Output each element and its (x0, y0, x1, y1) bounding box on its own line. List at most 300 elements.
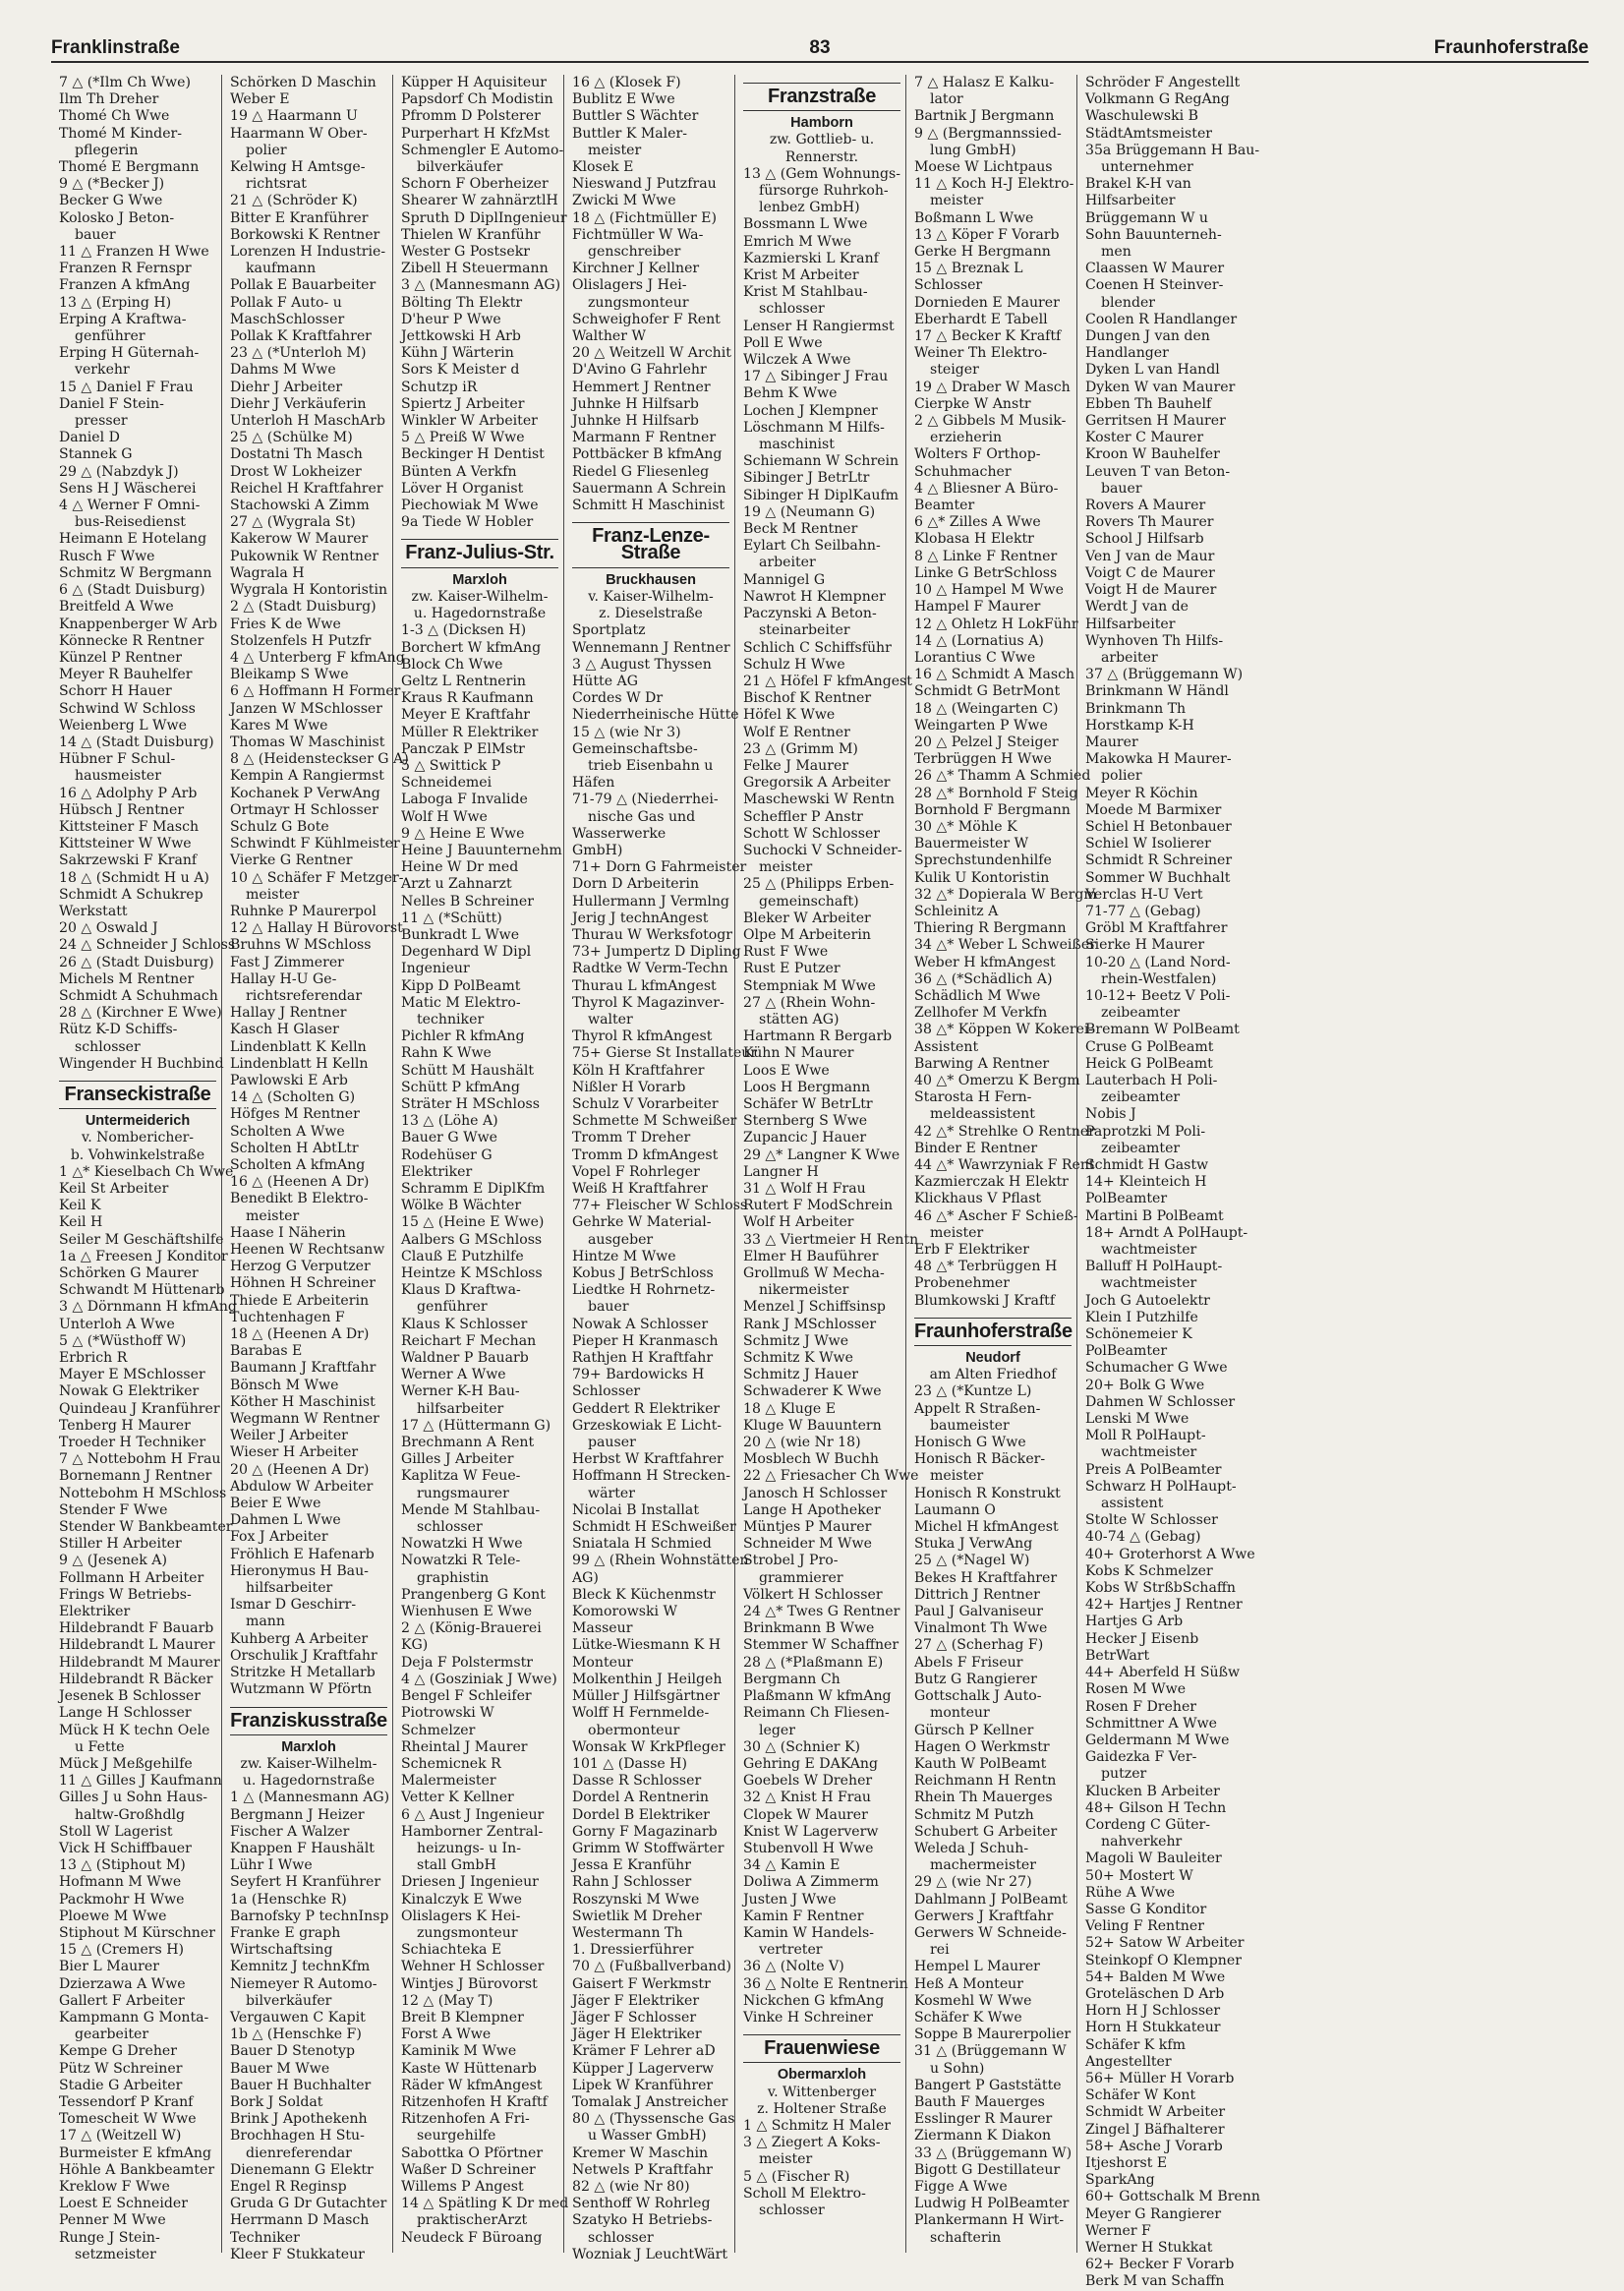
directory-entry: School J Hilfsarb (1085, 531, 1204, 548)
directory-entry: Schmidt A Schuhmach (59, 987, 218, 1004)
directory-entry: Pawlowski E Arb (230, 1072, 348, 1088)
directory-entry: monteur (930, 1705, 990, 1722)
directory-entry: Bekes H Kraftfahrer (914, 1569, 1058, 1586)
directory-column (51, 75, 237, 2262)
directory-entry: Gerritsen H Maurer (1085, 413, 1226, 430)
directory-entry: Schmidt G BetrMont (914, 683, 1061, 700)
directory-entry: Kreklow F Wwe (59, 2178, 170, 2195)
directory-entry: Juhnke H Hilfsarb (572, 413, 699, 430)
directory-entry: Pichler R kfmAng (401, 1028, 525, 1045)
directory-entry: 52+ Satow W Arbeiter (1085, 1935, 1245, 1952)
directory-entry: Weber E (230, 91, 290, 108)
directory-entry: 17 △ (Weitzell W) (59, 2128, 182, 2144)
district-name: Neudorf (965, 1350, 1020, 1367)
directory-entry: Schmidt W Arbeiter (1085, 2104, 1226, 2121)
directory-entry: 9 △ Heine E Wwe (401, 825, 525, 842)
directory-entry: Kempin A Rangiermst (230, 768, 384, 785)
directory-entry: Sniatala H Schmied (572, 1536, 712, 1553)
directory-entry: Malermeister (401, 1773, 496, 1790)
directory-entry: Brinkmann B Wwe (743, 1620, 875, 1637)
directory-entry: Scholten A Wwe (230, 1123, 345, 1140)
directory-entry: Küpper H Aquisiteur (401, 75, 548, 90)
directory-entry: Loest E Schneider (59, 2196, 188, 2212)
directory-entry: Paczynski A Beton- (743, 606, 877, 622)
directory-entry: Sens H J Wäscherei (59, 480, 197, 497)
directory-entry: 25 △ (Schülke M) (230, 430, 353, 446)
directory-entry: Zwicki M Wwe (572, 193, 676, 209)
directory-entry: baumeister (930, 1417, 1010, 1434)
directory-entry: Nißler H Vorarb (572, 1079, 686, 1095)
directory-entry: meister (930, 1224, 984, 1241)
directory-entry: Block Ch Wwe (401, 656, 503, 673)
directory-entry: Barwing A Rentner (914, 1055, 1050, 1072)
directory-entry: seurgehilfe (417, 2128, 496, 2144)
directory-entry: Hilfsarbeiter (1085, 616, 1176, 632)
directory-entry: Abdulow W Arbeiter (230, 1478, 374, 1495)
directory-entry: PolBeamter (1085, 1343, 1168, 1360)
directory-column (735, 75, 919, 2253)
directory-entry: Bauth F Mauerges (914, 2093, 1045, 2110)
directory-entry: Horstkamp K-H (1085, 717, 1194, 734)
directory-entry: Rodehüser G (401, 1146, 493, 1163)
directory-entry: Wennemann J Rentner (572, 639, 730, 656)
directory-entry: Thurau L kfmAngest (572, 977, 717, 994)
directory-entry: Jäger F Elektriker (572, 1992, 700, 2009)
directory-entry: Wygrala H Kontoristin (230, 582, 388, 599)
directory-entry: 33 △ (Brüggemann W) (914, 2144, 1073, 2161)
directory-entry: Thiering R Bergmann (914, 920, 1067, 937)
directory-entry: Brinkmann Th (1085, 700, 1187, 717)
directory-entry: u Sohn) (930, 2060, 985, 2077)
directory-entry: Kamin W Handels- (743, 1924, 874, 1941)
directory-entry: Thiede E Arbeiterin (230, 1292, 370, 1309)
directory-entry: Rathjen H Kraftfahr (572, 1350, 714, 1367)
directory-entry: Dahmen L Wwe (230, 1512, 341, 1529)
directory-entry: Wienhusen E Wwe (401, 1604, 533, 1620)
directory-entry: Hilfsarbeiter (1085, 193, 1176, 209)
directory-entry: Bremann W PolBeamt (1085, 1022, 1240, 1038)
directory-entry: Waßer D Schreiner (401, 2161, 536, 2178)
directory-entry: Herbst W Kraftfahrer (572, 1451, 724, 1468)
directory-entry: schlosser (759, 2202, 825, 2218)
directory-entry: 3 △ Ziegert A Koks- (743, 2135, 881, 2151)
directory-entry: Gallert F Arbeiter (59, 1992, 185, 2009)
directory-entry: Weiler J Arbeiter (230, 1428, 348, 1444)
directory-entry: Seyfert H Kranführer (230, 1874, 381, 1891)
directory-entry: 32 △* Dopierala W Bergm (914, 886, 1097, 903)
directory-entry: Nowak A Schlosser (572, 1316, 709, 1332)
directory-entry: 50+ Mostert W (1085, 1867, 1193, 1884)
directory-entry: 5 △ (*Wüsthoff W) (59, 1332, 187, 1349)
directory-entry: genschreiber (588, 244, 681, 261)
directory-entry: Winkler W Arbeiter (401, 413, 538, 430)
directory-entry: Kamin F Rentner (743, 1908, 864, 1924)
directory-entry: Schütt P kfmAng (401, 1079, 520, 1095)
directory-entry: Tomescheit W Wwe (59, 2111, 197, 2128)
directory-entry: Klein I Putzhilfe (1085, 1309, 1198, 1325)
directory-entry: 18 △ (Fichtmüller E) (572, 209, 717, 226)
directory-entry: Stiller H Arbeiter (59, 1536, 182, 1553)
directory-entry: Bleck K Küchenmstr (572, 1586, 716, 1603)
directory-entry: Dorn D Arbeiterin (572, 876, 699, 893)
directory-entry: u Wasser GmbH) (588, 2128, 707, 2144)
directory-entry: 28 △ (*Plaßmann E) (743, 1654, 884, 1671)
directory-entry: Schuhmacher (914, 463, 1012, 480)
directory-entry: Sträter H MSchloss (401, 1095, 540, 1112)
directory-entry: Schleinitz A (914, 903, 999, 919)
street-heading: Franzstraße (743, 83, 900, 111)
directory-entry: hilfsarbeiter (246, 1580, 333, 1597)
directory-entry: Langner H (743, 1163, 819, 1180)
directory-entry: Werner H Stukkat (1085, 2240, 1213, 2256)
directory-entry: Coolen R Handlanger (1085, 311, 1238, 327)
directory-entry: Pukownik W Rentner (230, 548, 379, 564)
directory-entry: Könnecke R Rentner (59, 632, 204, 649)
directory-entry: Mende M Stahlbau- (401, 1501, 541, 1518)
directory-entry: Schmidt A Schukrep (59, 886, 203, 903)
directory-entry: Nowak G Elektriker (59, 1383, 200, 1400)
directory-entry: 29 △ (wie Nr 27) (914, 1874, 1032, 1891)
directory-entry: Masseur (572, 1620, 633, 1637)
directory-entry: Fast J Zimmerer (230, 954, 344, 970)
directory-entry: Herzog G Verputzer (230, 1259, 371, 1275)
directory-entry: Ruhnke P Maurerpol (230, 903, 377, 919)
directory-entry: Hübner F Schul- (59, 751, 176, 768)
directory-entry: Hildebrandt R Bäcker (59, 1671, 213, 1687)
directory-entry: Beamter (914, 498, 975, 514)
directory-entry: Elektriker (401, 1163, 473, 1180)
directory-entry: Pollak K Kraftfahrer (230, 328, 372, 345)
directory-entry: meister (588, 142, 642, 158)
directory-entry: 12 △ (May T) (401, 1992, 493, 2009)
directory-entry: wachtmeister (1101, 1444, 1197, 1461)
directory-entry: Ortmayr H Schlosser (230, 801, 378, 818)
directory-entry: Schweighofer F Rent (572, 311, 721, 327)
directory-entry: Elektriker (59, 1604, 131, 1620)
directory-entry: Kinalczyk E Wwe (401, 1891, 522, 1908)
directory-entry: Grollmuß W Mecha- (743, 1265, 885, 1282)
directory-entry: Riedel G Fliesenleg (572, 463, 710, 480)
directory-entry: Wieser H Arbeiter (230, 1444, 359, 1461)
directory-entry: Elmer H Bauführer (743, 1248, 879, 1264)
directory-entry: Heimann E Hotelang (59, 531, 207, 548)
directory-entry: Soppe B Maurerpolier (914, 2027, 1072, 2043)
directory-entry: 17 △ Sibinger J Frau (743, 369, 889, 385)
directory-entry: haltw-Großhdlg (75, 1806, 185, 1823)
directory-entry: 20 △ Pelzel J Steiger (914, 734, 1059, 750)
directory-entry: Linke G BetrSchloss (914, 564, 1058, 581)
directory-entry: Packmohr H Wwe (59, 1891, 185, 1908)
directory-entry: Kühn N Maurer (743, 1045, 854, 1062)
directory-entry: Dungen J van den (1085, 328, 1210, 345)
directory-entry: Schmitz J Wwe (743, 1332, 849, 1349)
directory-entry: Schmitz J Hauer (743, 1367, 859, 1383)
directory-entry: Frings W Betriebs- (59, 1586, 192, 1603)
directory-entry: Magoli W Bauleiter (1085, 1850, 1222, 1867)
directory-entry: 14+ Kleinteich H (1085, 1174, 1207, 1191)
directory-entry: Schäfer K Wwe (914, 2009, 1022, 2026)
directory-entry: Pütz W Schreiner (59, 2060, 183, 2077)
directory-entry: 2 △ Gibbels M Musik- (914, 413, 1067, 430)
directory-entry: 33 △ Viertmeier H Rentn (743, 1231, 919, 1248)
page-number: 83 (809, 37, 831, 58)
directory-entry: Hütte AG (572, 673, 638, 689)
directory-entry: Moese W Lichtpaus (914, 159, 1053, 176)
directory-entry: nahverkehr (1101, 1834, 1183, 1850)
directory-entry: Schemicnek R (401, 1755, 501, 1772)
directory-entry: 36 △ (*Schädlich A) (914, 970, 1053, 987)
directory-entry: Bergmann Ch (743, 1671, 841, 1687)
directory-entry: 9 △ (Bergmannssied- (914, 125, 1062, 142)
directory-entry: 26 △ (Stadt Duisburg) (59, 954, 214, 970)
directory-entry: mann (246, 1614, 285, 1630)
directory-entry: Stritzke H Metallarb (230, 1665, 376, 1681)
directory-entry: bauer (75, 226, 116, 243)
directory-entry: Wehner H Schlosser (401, 1959, 545, 1975)
directory-entry: Waldner P Bauarb (401, 1350, 529, 1367)
directory-entry: pflegerin (75, 142, 139, 158)
directory-entry: Strobel J Pro- (743, 1553, 839, 1569)
directory-entry: 27 △ (Wygrala St) (230, 514, 356, 531)
directory-entry: Reichmann H Rentn (914, 1773, 1057, 1790)
directory-entry: Baumann J Kraftfahr (230, 1360, 377, 1377)
directory-entry: 20+ Bolk G Wwe (1085, 1377, 1205, 1393)
directory-entry: Zupancic J Hauer (743, 1130, 867, 1146)
directory-entry: 31 △ Wolf H Frau (743, 1181, 866, 1197)
directory-entry: lator (930, 91, 963, 108)
directory-entry: Wynhoven Th Hilfs- (1085, 632, 1224, 649)
directory-entry: 38 △* Köppen W Kokerei- (914, 1022, 1094, 1038)
directory-entry: Rheintal J Maurer (401, 1738, 528, 1755)
directory-entry: 10 △ Hampel M Wwe (914, 582, 1064, 599)
directory-entry: Martini B PolBeamt (1085, 1207, 1224, 1224)
directory-entry: 18+ Arndt A PolHaupt- (1085, 1224, 1248, 1241)
directory-entry: Wolf H Arbeiter (743, 1214, 854, 1231)
directory-entry: Suchocki V Schneider- (743, 842, 902, 858)
directory-entry: Kobus J BetrSchloss (572, 1265, 714, 1282)
directory-entry: Buttler S Wächter (572, 108, 699, 125)
directory-entry: Schumacher G Wwe (1085, 1360, 1228, 1377)
directory-entry: Engel R Reginsp (230, 2178, 347, 2195)
directory-entry: Meyer E Kraftfahr (401, 707, 531, 724)
directory-entry: Schulz H Wwe (743, 656, 845, 673)
district-name: Marxloh (281, 1738, 336, 1755)
directory-entry: Küpper J Lagerverw (572, 2060, 714, 2077)
directory-entry: Becker G Wwe (59, 193, 163, 209)
directory-entry: Völkert H Schlosser (743, 1586, 883, 1603)
directory-entry: 22 △ Friesacher Ch Wwe (743, 1468, 919, 1485)
directory-entry: Bigott G Destillateur (914, 2161, 1061, 2178)
directory-entry: 13 △ (Löhe A) (401, 1113, 498, 1130)
directory-entry: 1b △ (Henschke F) (230, 2027, 362, 2043)
directory-entry: Terbrüggen H Wwe (914, 751, 1052, 768)
directory-entry: 18 △ (Weingarten C) (914, 700, 1059, 717)
directory-entry: Geltz L Rentnerin (401, 673, 526, 689)
directory-entry: 19 △ (Neumann G) (743, 503, 876, 520)
directory-entry: lenbez GmbH) (759, 200, 860, 216)
directory-entry: Penner M Wwe (59, 2212, 166, 2229)
directory-entry: Stuka J VerwAng (914, 1536, 1033, 1553)
directory-entry: zungsmonteur (588, 294, 689, 311)
directory-entry: 19 △ Draber W Masch (914, 379, 1071, 395)
directory-entry: Reichel H Kraftfahrer (230, 480, 383, 497)
directory-entry: Groteläschen D Arb (1085, 1985, 1225, 2002)
directory-entry: KG) (401, 1637, 429, 1654)
directory-entry: Vergauwen C Kapit (230, 2009, 366, 2026)
directory-entry: 13 △ (Stiphout M) (59, 1857, 186, 1874)
directory-entry: Papsdorf Ch Modistin (401, 91, 553, 108)
directory-entry: Hallay H-U Ge- (230, 970, 337, 987)
directory-entry: 16 △ Schmidt A Masch (914, 667, 1075, 683)
directory-entry: Dyken W van Maurer (1085, 379, 1236, 395)
directory-entry: 21 △ (Schröder K) (230, 193, 358, 209)
directory-entry: 19 △ Haarmann U (230, 108, 358, 125)
directory-entry: Beckinger H Dentist (401, 446, 545, 463)
directory-entry: Schiemann W Schrein (743, 453, 899, 470)
directory-entry: StädtAmtsmeister (1085, 125, 1213, 142)
directory-entry: 6 △ (Stadt Duisburg) (59, 582, 205, 599)
directory-entry: Assistent (914, 1038, 979, 1055)
directory-entry: Weingarten P Wwe (914, 717, 1048, 734)
directory-entry: heizungs- u In- (417, 1840, 521, 1856)
directory-entry: Rust F Wwe (743, 944, 829, 961)
directory-entry: 8 △ Linke F Rentner (914, 548, 1058, 564)
directory-entry: Ingenieur (401, 961, 470, 977)
directory-entry: Dienemann G Elektr (230, 2161, 374, 2178)
directory-entry: Sakrzewski F Kranf (59, 852, 198, 869)
directory-entry: Breitfeld A Wwe (59, 599, 174, 616)
directory-entry: Hempel L Maurer (914, 1959, 1040, 1975)
directory-entry: Kampmann G Monta- (59, 2009, 209, 2026)
directory-entry: Hildebrandt F Bauarb (59, 1620, 214, 1637)
directory-entry: 20 △ (Heenen A Dr) (230, 1461, 370, 1478)
directory-entry: Meyer G Rangierer (1085, 2205, 1222, 2222)
directory-entry: stall GmbH (417, 1857, 496, 1874)
street-range: zw. Kaiser-Wilhelm- (411, 588, 549, 605)
directory-entry: Maurer (1085, 734, 1138, 750)
directory-entry: Rutert F ModSchrein (743, 1198, 894, 1214)
directory-entry: Voigt C de Maurer (1085, 564, 1215, 581)
directory-entry: polier (246, 142, 287, 158)
directory-entry: Heick G PolBeamt (1085, 1055, 1213, 1072)
directory-entry: Blumkowski J Kraftf (914, 1292, 1056, 1309)
directory-entry: Schmidt H ESchweißer (572, 1519, 736, 1536)
directory-entry: Höhle A Bankbeamter (59, 2161, 215, 2178)
directory-entry: Werdt J van de (1085, 599, 1189, 616)
directory-entry: Koster C Maurer (1085, 430, 1204, 446)
directory-entry: Erping A Kraftwa- (59, 311, 187, 327)
directory-entry: Stemmer W Schaffner (743, 1637, 899, 1654)
directory-entry: Krist M Arbeiter (743, 267, 859, 284)
directory-entry: 20 △ Oswald J (59, 920, 158, 937)
directory-entry: Kobs W StrßbSchaffn (1085, 1580, 1236, 1597)
directory-entry: Abels F Friseur (914, 1654, 1023, 1671)
directory-entry: Schwaderer K Wwe (743, 1383, 882, 1400)
directory-entry: Schönemeier K (1085, 1326, 1192, 1343)
directory-entry: Haarmann W Ober- (230, 125, 368, 142)
directory-entry: Wolff H Fernmelde- (572, 1705, 710, 1722)
directory-entry: Nawrot H Klempner (743, 588, 886, 605)
directory-entry: Stachowski A Zimm (230, 498, 370, 514)
directory-entry: Honisch G Wwe (914, 1435, 1026, 1451)
directory-entry: Bischof K Rentner (743, 690, 872, 707)
directory-entry: Driesen J Ingenieur (401, 1874, 539, 1891)
directory-entry: 25 △ (Philipps Erben- (743, 876, 895, 893)
directory-entry: BetrWart (1085, 1647, 1150, 1664)
directory-entry: schlosser (588, 2229, 654, 2246)
directory-entry: Kobs K Schmelzer (1085, 1562, 1213, 1579)
directory-entry: Schmitt H Maschinist (572, 498, 725, 514)
directory-entry: techniker (417, 1011, 485, 1028)
directory-entry: presser (75, 413, 128, 430)
directory-entry: Doliwa A Zimmerm (743, 1874, 879, 1891)
directory-entry: Hagen O Werkmstr (914, 1738, 1050, 1755)
directory-entry: Vick H Schiffbauer (59, 1840, 192, 1856)
directory-entry: 4 △ Werner F Omni- (59, 498, 201, 514)
directory-entry: Handlanger (1085, 345, 1169, 362)
directory-entry: 3 △ August Thyssen (572, 656, 712, 673)
directory-entry: 23 △ (*Kuntze L) (914, 1383, 1032, 1400)
directory-entry: Jettkowski H Arb (401, 328, 521, 345)
directory-entry: Monteur (572, 1654, 633, 1671)
directory-entry: 48+ Gilson H Techn (1085, 1799, 1227, 1816)
directory-entry: 9 △ (*Becker J) (59, 176, 165, 193)
directory-entry: Diehr J Verkäuferin (230, 395, 367, 412)
directory-entry: Müller J Hilfsgärtner (572, 1688, 720, 1705)
directory-entry: Brochhagen H Stu- (230, 2128, 365, 2144)
directory-entry: Spruth D DiplIngenieur (401, 209, 567, 226)
directory-entry: machermeister (930, 1857, 1037, 1874)
directory-entry: Prangenberg G Kont (401, 1586, 546, 1603)
directory-entry: Aalbers G MSchloss (401, 1231, 543, 1248)
directory-entry: Thomas W Maschinist (230, 734, 385, 750)
directory-entry: meldeassistent (930, 1106, 1035, 1123)
directory-entry: Coenen H Steinver- (1085, 277, 1224, 294)
directory-entry: 14 △ Spätling K Dr med (401, 2196, 569, 2212)
directory-entry: Wutzmann W Pförtn (230, 1681, 373, 1698)
directory-entry: Niederrheinische Hütte (572, 707, 739, 724)
directory-entry: Bangert P Gaststätte (914, 2077, 1062, 2093)
directory-entry: 15 △ Breznak L (914, 261, 1023, 277)
directory-entry: Schott W Schlosser (743, 825, 881, 842)
directory-entry: Schmidt H Gastw (1085, 1157, 1209, 1173)
directory-entry: Wasserwerke (572, 825, 667, 842)
directory-entry: Bauer G Wwe (401, 1130, 498, 1146)
directory-entry: Rank J MSchlosser (743, 1316, 877, 1332)
directory-entry: Panczak P ElMstr (401, 740, 525, 757)
directory-entry: 60+ Gottschalk M Brenn (1085, 2189, 1260, 2205)
directory-entry: rungsmaurer (417, 1485, 509, 1501)
directory-entry: Gröbl M Kraftfahrer (1085, 920, 1228, 937)
street-range: z. Dieselstraße (599, 606, 703, 622)
directory-entry: Gehring E DAKAng (743, 1755, 878, 1772)
directory-entry: Rovers A Maurer (1085, 498, 1206, 514)
directory-column (564, 75, 758, 2262)
directory-entry: wärter (588, 1485, 635, 1501)
directory-entry: schafterin (930, 2229, 1002, 2246)
directory-entry: Kremer W Maschin (572, 2144, 709, 2161)
directory-entry: Runge J Stein- (59, 2229, 160, 2246)
directory-entry: 71-77 △ (Gebag) (1085, 903, 1201, 919)
directory-entry: Kosmehl W Wwe (914, 1992, 1032, 2009)
directory-entry: 62+ Becker F Vorarb (1085, 2257, 1235, 2273)
directory-entry: Matic M Elektro- (401, 994, 521, 1011)
street-range: zw. Gottlieb- u. Rennerstr. (769, 132, 875, 165)
directory-entry: Rust E Putzer (743, 961, 841, 977)
directory-entry: Höfel K Wwe (743, 707, 836, 724)
directory-entry: Boßmann L Wwe (914, 209, 1034, 226)
directory-entry: Schmitz M Putzh (914, 1806, 1034, 1823)
